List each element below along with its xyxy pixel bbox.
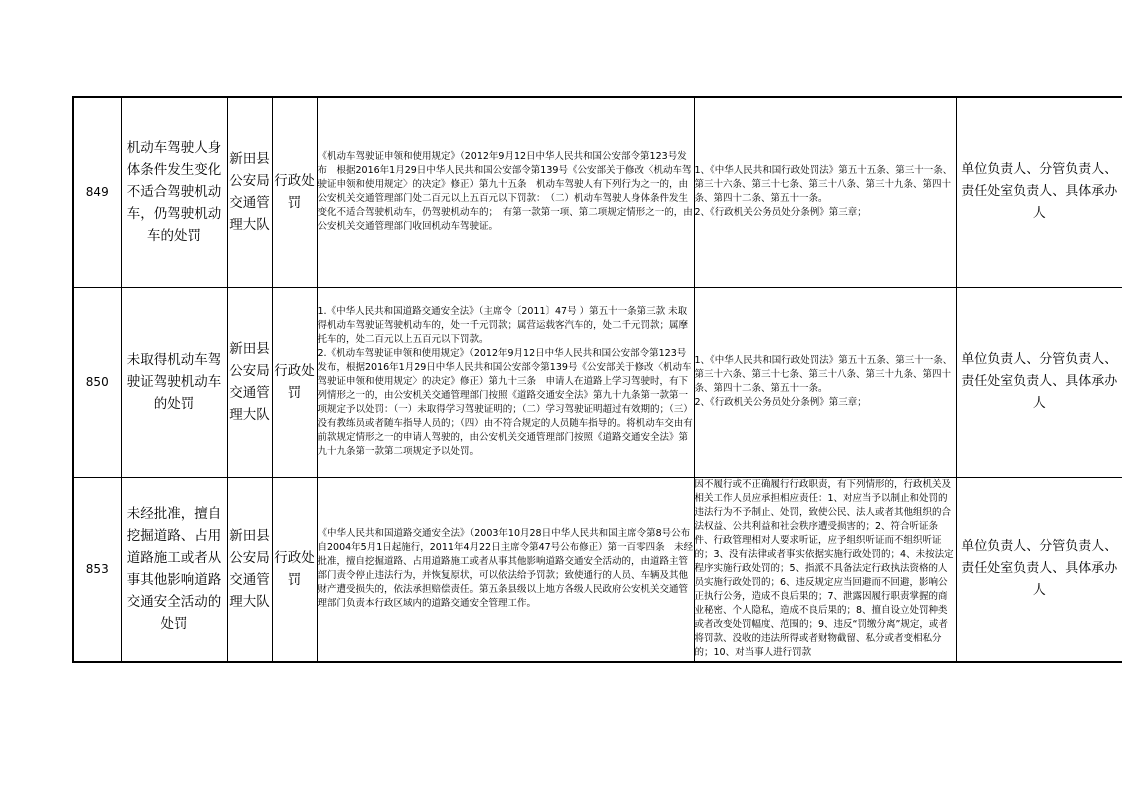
authority-type: 行政处罚 xyxy=(272,97,317,287)
authority-type: 行政处罚 xyxy=(272,287,317,477)
department: 新田县公安局交通管理大队 xyxy=(227,287,272,477)
legal-basis xyxy=(317,477,694,662)
accountability-paragraph: 2、《行政机关公务员处分条例》第三章； xyxy=(694,207,867,219)
accountability-basis xyxy=(694,477,956,662)
responsibility-table xyxy=(72,96,1122,663)
authority-type: 行政处罚 xyxy=(272,477,317,662)
item-name: 机动车驾驶人身体条件发生变化不适合驾驶机动车，仍驾驶机动车的处罚 xyxy=(121,97,227,287)
row-number: 849 xyxy=(73,97,121,287)
legal-basis-paragraph: 《机动车驾驶证申领和使用规定》（2012年9月12日中华人民共和国公安部令第123号发布 根据2016年1月29日中华人民共和国公安部令第139号《公安部关于修改〈机动车驾驶证申领和使用规定〉的决定》修正）第九十五条 机动车驾驶人有下列行为之一的，由公安机关交通管理部门处二百元以上五百元以下罚款： （二）机动车驾驶人身体条件发生变化不适合驾驶机动车，仍驾驶机动车的； 有第一款第一项、第二项规定情形之一的，由公安机关交通管理部门收回机动车驾驶证。 xyxy=(317,151,693,233)
department: 新田县公安局交通管理大队 xyxy=(227,477,272,662)
accountability-paragraph: 2、《行政机关公务员处分条例》第三章； xyxy=(694,397,867,408)
table-row xyxy=(73,477,1122,662)
legal-basis-paragraph: 《中华人民共和国道路交通安全法》（2003年10月28日中华人民共和国主席令第8号公布 自2004年5月1日起施行，2011年4月22日主席令第47号公布修正）第一百零四条 未经批准，擅自挖掘道路、占用道路施工或者从事其他影响道路交通安全活动的，由道路主管部门责令停止违法行为，并恢复原状，可以依法给予罚款；致使通行的人员、车辆及其他财产遭受损失的，依法承担赔偿责任。第五条县级以上地方各级人民政府公安机关交通管理部门负责本行政区域内的道路交通安全管理工作。 xyxy=(317,528,694,610)
row-number: 853 xyxy=(73,477,121,662)
responsible-persons: 单位负责人、分管负责人、责任处室负责人、具体承办人 xyxy=(956,477,1122,662)
row-number: 850 xyxy=(73,287,121,477)
responsible-persons: 单位负责人、分管负责人、责任处室负责人、具体承办人 xyxy=(956,97,1122,287)
legal-basis-paragraph: 2.《机动车驾驶证申领和使用规定》（2012年9月12日中华人民共和国公安部令第123号发布，根据2016年1月29日中华人民共和国公安部令第139号《公安部关于修改〈机动车驾驶证申领和使用规定〉的决定》修正）第九十三条 申请人在道路上学习驾驶时，有下列情形之一的，由公安机关交通管理部门按照《道路交通安全法》第九十九条第一款第一项规定予以处罚：（一）未取得学习驾驶证明的；（二）学习驾驶证明超过有效期的；（三）没有教练员或者随车指导人员的；（四）由不符合规定的人员随车指导的。将机动车交由有前款规定情形之一的申请人驾驶的，由公安机关交通管理部门按照《道路交通安全法》第九十九条第一款第二项规定予以处罚。 xyxy=(317,348,693,457)
item-name: 未取得机动车驾驶证驾驶机动车的处罚 xyxy=(121,287,227,477)
accountability-basis xyxy=(694,97,956,287)
department: 新田县公安局交通管理大队 xyxy=(227,97,272,287)
accountability-basis xyxy=(694,287,956,477)
legal-basis xyxy=(317,97,694,287)
accountability-paragraph: 因不履行或不正确履行行政职责，有下列情形的，行政机关及相关工作人员应承担相应责任：1、对应当予以制止和处罚的违法行为不予制止、处罚，致使公民、法人或者其他组织的合法权益、公共利益和社会秩序遭受损害的；2、符合听证条件、行政管理相对人要求听证，应予组织听证而不组织听证的；3、没有法律或者事实依据实施行政处罚的；4、未按法定程序实施行政处罚的；5、指派不具备法定行政执法资格的人员实施行政处罚的；6、违反规定应当回避而不回避，影响公正执行公务，造成不良后果的；7、泄露因履行职责掌握的商业秘密、个人隐私，造成不良后果的；8、擅自设立处罚种类或者改变处罚幅度、范围的；9、违反“罚缴分离”规定，或者将罚款、没收的违法所得或者财物截留、私分或者变相私分的；10、对当事人进行罚款 xyxy=(694,478,954,658)
legal-basis-paragraph: 1.《中华人民共和国道路交通安全法》（主席令〔2011〕47号 ）第五十一条第三款 未取得机动车驾驶证驾驶机动车的，处一千元罚款；属营运载客汽车的，处二千元罚款；属摩托车的，处二百元以上五百元以下罚款。 xyxy=(317,306,689,345)
item-name: 未经批准，擅自挖掘道路、占用道路施工或者从事其他影响道路交通安全活动的处罚 xyxy=(121,477,227,662)
legal-basis xyxy=(317,287,694,477)
table-row xyxy=(73,287,1122,477)
table-row xyxy=(73,97,1122,287)
accountability-paragraph: 1、《中华人民共和国行政处罚法》第五十五条、第三十一条、第三十六条、第三十七条、第三十八条、第三十九条、第四十条、第四十二条、第五十一条。 xyxy=(694,165,953,205)
accountability-paragraph: 1、《中华人民共和国行政处罚法》第五十五条、第三十一条、第三十六条、第三十七条、第三十八条、第三十九条、第四十条、第四十二条、第五十一条。 xyxy=(694,355,953,394)
responsible-persons: 单位负责人、分管负责人、责任处室负责人、具体承办人 xyxy=(956,287,1122,477)
